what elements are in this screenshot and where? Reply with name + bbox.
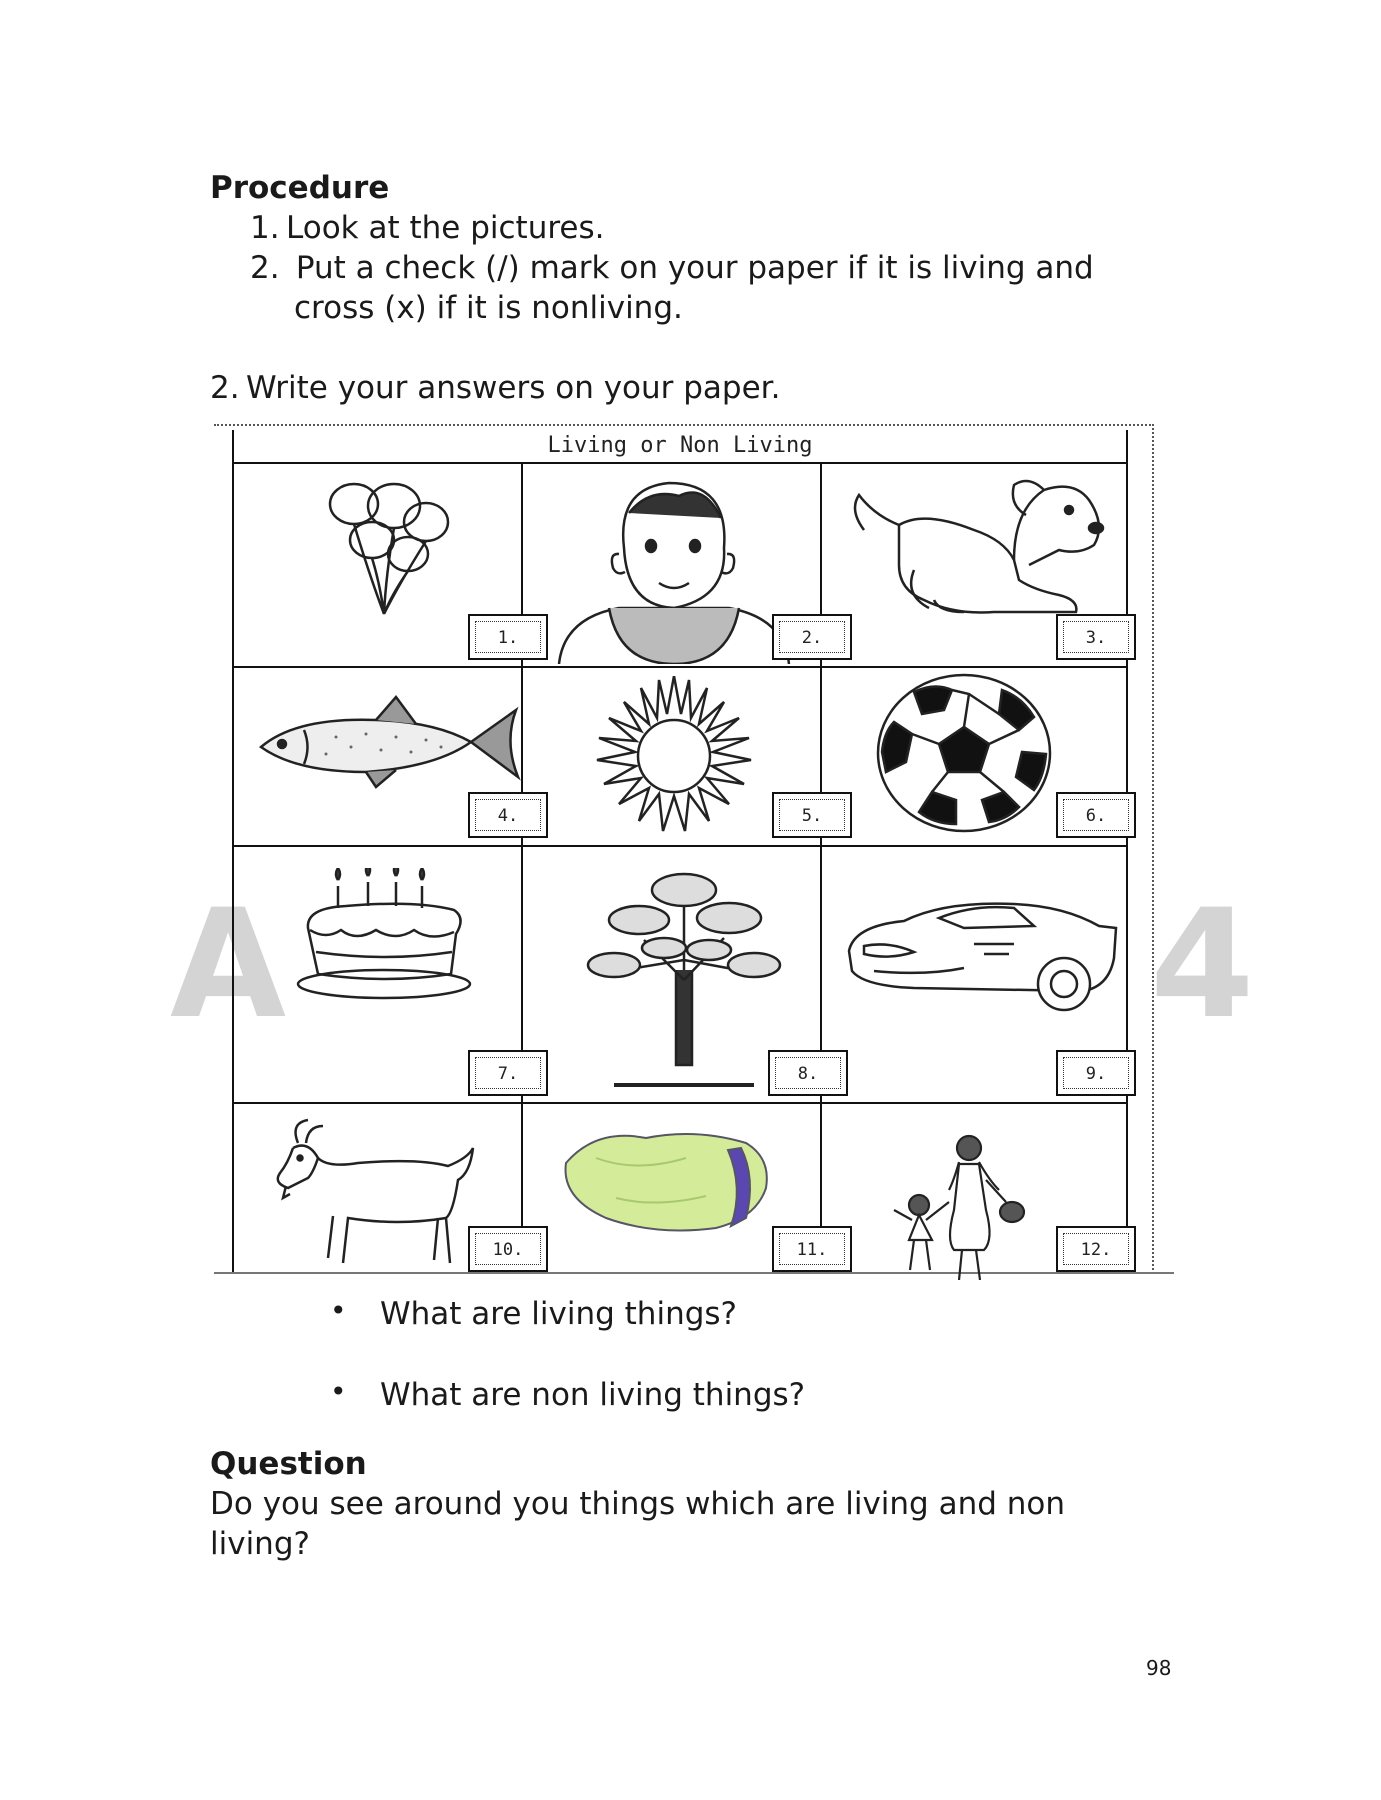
worksheet-title: Living or Non Living (234, 430, 1126, 464)
answer-box[interactable] (1056, 614, 1136, 660)
item-number: 4. (475, 799, 541, 831)
tree-icon (584, 860, 784, 1090)
dotted-border-top (214, 424, 1154, 426)
answer-box[interactable] (772, 614, 852, 660)
watermark-fragment-right: 4 (1150, 878, 1255, 1052)
sun-icon (579, 676, 769, 836)
step-text: Look at the pictures. (286, 210, 605, 246)
answer-box[interactable] (1056, 1050, 1136, 1096)
watermark-fragment-left: A (170, 878, 287, 1052)
step-number: 2. (250, 250, 280, 286)
picture-grid (232, 430, 1128, 1272)
instruction-line (210, 368, 780, 408)
answer-box[interactable] (772, 792, 852, 838)
instruction-text: Write your answers on your paper. (246, 370, 781, 406)
item-number: 8. (775, 1057, 841, 1089)
instruction-number: 2. (210, 370, 240, 406)
answer-box[interactable] (768, 1050, 848, 1096)
item-number: 9. (1063, 1057, 1129, 1089)
question-line-1: Do you see around you things which are living and non (210, 1486, 1066, 1522)
answer-box[interactable] (1056, 792, 1136, 838)
question-line-2: living? (210, 1526, 310, 1562)
procedure-step-2 (250, 248, 1094, 288)
answer-box[interactable] (468, 1226, 548, 1272)
baby-icon (539, 468, 809, 664)
row-divider (234, 666, 1126, 668)
goat-icon (268, 1118, 478, 1268)
page-number: 98 (1146, 1656, 1172, 1680)
step-number: 1. (250, 210, 280, 246)
car-icon (844, 896, 1119, 1016)
procedure-step-2-continuation: cross (x) if it is nonliving. (294, 290, 683, 326)
item-number: 5. (779, 799, 845, 831)
discussion-list (330, 1296, 805, 1413)
living-nonliving-worksheet (214, 424, 1154, 1274)
answer-box[interactable] (468, 614, 548, 660)
column-divider (521, 462, 523, 1272)
item-number: 7. (475, 1057, 541, 1089)
soccer-ball-icon (874, 672, 1054, 834)
answer-box[interactable] (1056, 1226, 1136, 1272)
item-number: 6. (1063, 799, 1129, 831)
item-number: 3. (1063, 621, 1129, 653)
discussion-item: • What are living things? (330, 1296, 805, 1332)
question-heading: Question (210, 1446, 367, 1482)
answer-box[interactable] (468, 1050, 548, 1096)
balloons-icon (314, 474, 454, 624)
dotted-border-right (1152, 424, 1154, 1274)
answer-box[interactable] (772, 1226, 852, 1272)
row-divider (234, 845, 1126, 847)
pillow-icon (556, 1118, 776, 1238)
column-divider (820, 462, 822, 1272)
item-number: 11. (779, 1233, 845, 1265)
step-text: Put a check (/) mark on your paper if it is living and (286, 250, 1094, 286)
fish-icon (256, 692, 526, 792)
row-divider (234, 1102, 1126, 1104)
dog-icon (844, 470, 1114, 620)
item-number: 2. (779, 621, 845, 653)
mother-and-child-icon (874, 1130, 1044, 1280)
procedure-step-1 (250, 208, 604, 248)
procedure-heading: Procedure (210, 170, 390, 206)
item-number: 1. (475, 621, 541, 653)
item-number: 10. (475, 1233, 541, 1265)
discussion-item: • What are non living things? (330, 1377, 805, 1413)
birthday-cake-icon (296, 868, 476, 1002)
item-number: 12. (1063, 1233, 1129, 1265)
answer-box[interactable] (468, 792, 548, 838)
